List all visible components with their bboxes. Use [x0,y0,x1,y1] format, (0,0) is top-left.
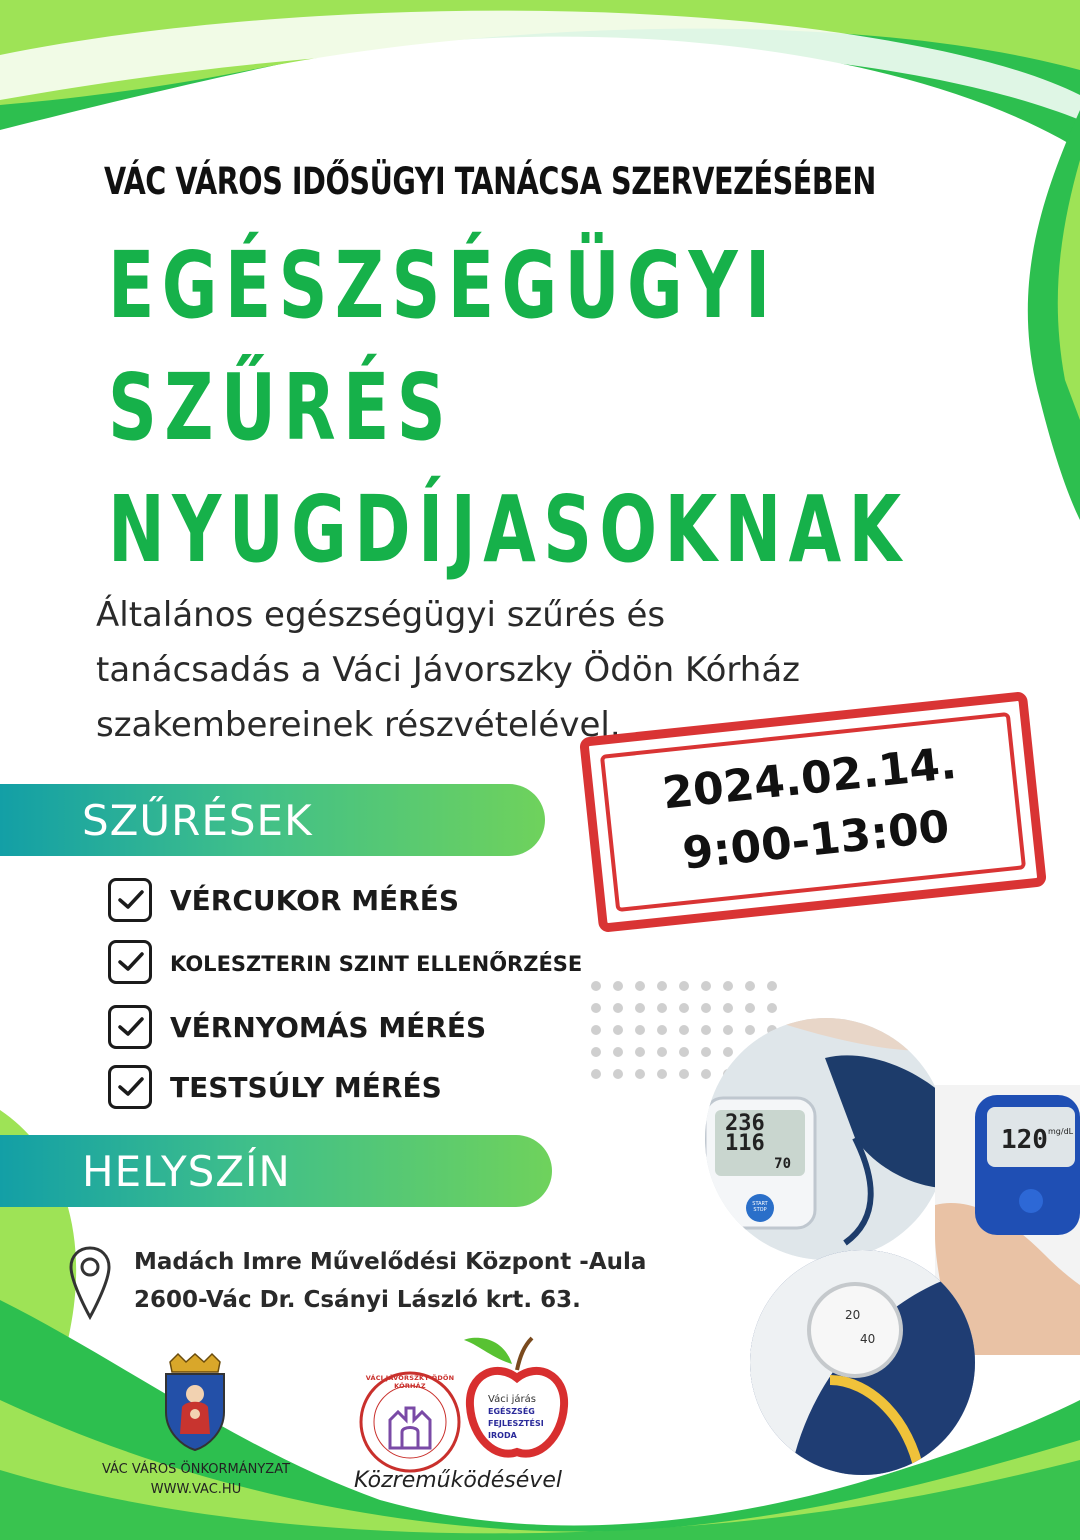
glucose-unit: mg/dL [1048,1127,1074,1136]
hospital-logo [358,1370,462,1474]
municipality-website: WWW.VAC.HU [150,1482,242,1497]
glucose-reading: 120 [1001,1125,1048,1155]
title-line-2: SZŰRÉS [108,354,454,461]
screening-label: VÉRNYOMÁS MÉRÉS [170,1011,487,1044]
health-office-text [488,1394,544,1442]
title-line-1: EGÉSZSÉGÜGYI [108,232,778,339]
checkbox-icon [108,940,152,984]
screenings-heading: SZŰRÉSEK [82,796,313,845]
event-date: 2024.02.14. [660,737,959,820]
checkbox-icon [108,1065,152,1109]
intro-line: Általános egészségügyi szűrés és [96,595,666,635]
scale-mark-1: 20 [845,1308,861,1322]
screenings-heading-band [0,784,545,856]
municipality-name: VÁC VÁROS ÖNKORMÁNYZAT [101,1462,291,1477]
bp-pulse: 70 [774,1156,791,1172]
hospital-logo-text: VÁCI JÁVORSZKY ÖDÖN KÓRHÁZ [365,1374,455,1390]
bp-diastolic: 116 [725,1131,765,1156]
intro-line: szakembereinek részvételével. [96,705,621,745]
location-pin-icon [68,1245,112,1321]
title-line-3: NYUGDÍJASOKNAK [108,476,909,583]
screening-item [108,878,518,926]
health-office-line: Váci járás [488,1394,537,1405]
event-time: 9:00-13:00 [680,800,952,880]
cooperation-label: Közreműködésével [354,1468,562,1493]
address-line-1: Madách Imre Művelődési Központ -Aula [134,1249,647,1275]
bathroom-scale-photo [750,1250,975,1475]
checkbox-icon [108,1005,152,1049]
screening-item [108,1065,518,1113]
address-line-2: 2600-Vác Dr. Csányi László krt. 63. [134,1287,581,1313]
screening-label: VÉRCUKOR MÉRÉS [170,884,460,917]
location-heading: HELYSZÍN [82,1147,291,1196]
health-office-line: IRODA [488,1431,517,1440]
health-office-line: FEJLESZTÉSI [488,1419,544,1428]
health-office-logo [462,1334,572,1464]
health-office-line: EGÉSZSÉG [488,1407,535,1416]
bp-readings [725,1111,791,1174]
organizer-heading: VÁC VÁROS IDŐSÜGYI TANÁCSA SZERVEZÉSÉBEN [104,160,876,203]
bp-systolic: 236 [725,1111,765,1136]
vac-city-crest-icon [160,1352,230,1452]
checkbox-icon [108,878,152,922]
intro-line: tanácsadás a Váci Jávorszky Ödön Kórház [96,650,801,690]
screening-item [108,940,583,988]
screening-item [108,1005,518,1053]
location-heading-band [0,1135,552,1207]
screening-label: KOLESZTERIN SZINT ELLENŐRZÉSE [170,952,583,976]
scale-mark-2: 40 [860,1332,876,1346]
blood-pressure-photo [705,1018,947,1260]
screening-label: TESTSÚLY MÉRÉS [170,1071,442,1104]
bp-start-stop-label: START STOP [752,1201,768,1213]
location-address [134,1243,646,1319]
